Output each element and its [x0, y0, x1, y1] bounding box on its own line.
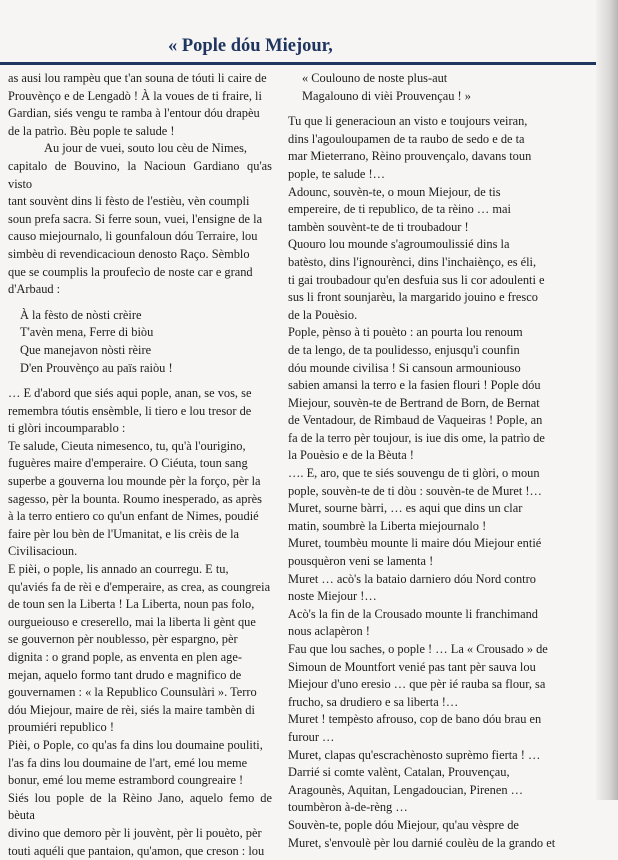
- text-line: empereire, de ti republico, de ta rèino … mai: [288, 202, 511, 217]
- text-line: superbe a gouverna lou mounde pèr la forço, pèr la: [8, 474, 261, 489]
- paragraph: [288, 641, 556, 711]
- text-line: divino que demoro pèr li jouvènt, pèr li pouèto, pèr: [8, 825, 262, 840]
- text-line: Quouro lou mounde s'agroumoulissié dins la: [288, 237, 510, 252]
- text-line: simbèu di revendicacioun denosto Raço. Sèmblo: [8, 246, 250, 261]
- text-line: tant souvènt dins li fèsto de l'estièu, vèn coumpli: [8, 194, 250, 209]
- paragraph: [288, 113, 556, 183]
- text-line: Muret, s'envoulè pèr lou darnié coulèu de la grando et: [288, 835, 556, 850]
- text-line: de Ventadour, de Rimbaud de Vaqueiras ! Pople, an: [288, 413, 543, 428]
- text-line: d'Arbaud :: [8, 282, 61, 297]
- text-line: fa de la terro pèr toujour, is iue dis ome, la patrìo de: [288, 430, 545, 445]
- intro-paragraph: [8, 70, 272, 140]
- poem-stanza: [8, 307, 272, 377]
- text-line: la Pouèsio e de la Bèuta !: [288, 448, 414, 463]
- paragraph: [8, 140, 272, 298]
- right-column: [288, 70, 556, 852]
- text-line: fuguères maire d'emperaire. O Ciéuta, toun sang: [8, 456, 248, 471]
- paragraph: [288, 817, 556, 852]
- paragraph: [288, 571, 556, 606]
- text-line: Fau que lou saches, o pople ! … La « Crousado » de: [288, 642, 548, 656]
- paragraph: [288, 465, 556, 535]
- text-line: qu'aviés fa de rèi e d'emperaire, as crea, as coungreia: [8, 579, 271, 594]
- title-rule: [0, 62, 596, 65]
- text-line: matin, soumbrè la Liberta miejournalo !: [288, 518, 487, 533]
- text-line: Miejour d'uno eresio … que pèr ié rauba sa flour, sa: [288, 677, 546, 692]
- text-line: ti glòri incoumparablo :: [8, 421, 126, 436]
- text-line: dins l'agouloupamen de ta raubo de sedo e de ta: [288, 131, 525, 146]
- text-line: dignita : o grand pople, as enventa en plen age-: [8, 650, 242, 664]
- text-line: soun prefa sacra. Si ferre soun, vuei, l'ensigne de la: [8, 211, 263, 226]
- text-line: Te salude, Cieuta nimesenco, tu, qu'à l'ourigino,: [8, 438, 246, 453]
- text-line: Tu que li generacioun an visto e toujours veiran,: [288, 114, 528, 129]
- text-line: ti gai troubadour qu'en desfuia sus li cor adoulenti e: [288, 272, 545, 287]
- text-line: gouvernamen : « la Republico Counsulàri ». Terro: [8, 685, 257, 700]
- text-line: Souvèn-te, pople dóu Miejour, qu'au vèspre de: [288, 817, 519, 832]
- text-line: Au jour de vuei, souto lou cèu de Nimes,: [44, 141, 248, 156]
- paragraph: [288, 747, 556, 817]
- poem-line: D'en Prouvènço au païs raiòu !: [20, 360, 173, 375]
- text-line: Civilisacioun.: [8, 544, 78, 559]
- paragraph: [8, 385, 272, 438]
- spacer: [288, 105, 556, 113]
- text-line: de ta lengo, de ta poulidesso, enjusqu'i counfin: [288, 342, 520, 357]
- text-line: toumbèron à-de-rèng …: [288, 800, 408, 815]
- paragraph: [288, 606, 556, 641]
- text-line: Darrié si comte valènt, Catalan, Prouvençau,: [288, 765, 510, 780]
- text-line: Prouvènço e de Lengadò ! À la voues de ti fraire, li: [8, 88, 262, 103]
- page-edge-shadow: [596, 0, 618, 800]
- text-line: dóu mounde civilisa ! Si cansoun armouniouso: [288, 360, 521, 375]
- text-line: Simoun de Mountfort venié pas tant pèr sauva lou: [288, 659, 536, 674]
- poem-line: T'avèn mena, Ferre di biòu: [20, 325, 154, 340]
- text-line: de toun sen la Liberta ! La Liberta, noun pas folo,: [8, 597, 255, 612]
- text-line: nous aclapèron !: [288, 624, 370, 639]
- text-line: frucho, sa drudiero e sa liberta !…: [288, 694, 459, 709]
- text-line: E pièi, o pople, lis annado an courregu. E tu,: [8, 562, 229, 577]
- poem-line: Magalouno di vièi Prouvençau ! »: [302, 88, 471, 103]
- text-line: furour …: [288, 729, 335, 744]
- paragraph: [288, 184, 556, 237]
- text-line: causo miejournalo, li gounfaloun dóu Terraire, lou: [8, 229, 258, 244]
- spacer: [8, 299, 272, 307]
- text-line: batèsto, dins l'ignourènci, dins l'inchaiènço, es éli,: [288, 254, 537, 269]
- text-line: Muret ! tempèsto afrouso, cop de bano dóu brau en: [288, 712, 542, 727]
- text-line: noste Miejour !…: [288, 589, 377, 604]
- paragraph: [288, 711, 556, 746]
- text-line: pousquèron veni se lamenta !: [288, 554, 434, 569]
- paragraph: [288, 535, 556, 570]
- text-line: l'as fa dins lou doumaine de l'art, emé lou meme: [8, 755, 248, 770]
- text-line: Muret, clapas qu'escrachènosto suprèmo fierta ! …: [288, 747, 541, 762]
- text-line: remembra tóutis ensèmble, li tiero e lou tresor de: [8, 403, 252, 418]
- text-line: touti aquéli que pantaion, qu'amon, que creson : lou: [8, 843, 265, 858]
- text-line: Muret … acò's la bataio darniero dóu Nord contro: [288, 571, 536, 586]
- text-line: …. E, aro, que te siés souvengu de ti glòri, o moun: [288, 466, 540, 481]
- text-line: Acò's la fin de la Crousado mounte li franchimand: [288, 606, 538, 621]
- text-line: sus li front sounjarèu, la margarido jouino e fresco: [288, 290, 538, 305]
- text-line: mejan, aquelo formo tant drudo e magnifico de: [8, 667, 242, 682]
- page-title: « Pople dóu Miejour,: [168, 36, 333, 56]
- text-line: as ausi lou rampèu que t'an souna de tóuti li caire de: [8, 71, 267, 85]
- left-column: [8, 70, 272, 860]
- title-band: [0, 0, 618, 78]
- text-line: Pièi, o Pople, co qu'as fa dins lou doumaine pouliti,: [8, 737, 263, 752]
- paragraph: [8, 737, 272, 790]
- paragraph: [288, 324, 556, 465]
- text-line: Muret, toumbèu mounte li maire dóu Miejour entié: [288, 536, 542, 551]
- text-line: Siés lou pople de la Rèino Jano, aquelo femo de bèuta: [8, 790, 272, 823]
- text-line: Miejour, souvèn-te de Bertrand de Born, de Bernat: [288, 395, 540, 410]
- text-line: capitalo de Bouvino, la Nacioun Gardiano qu'as visto: [8, 158, 272, 191]
- text-line: Muret, sourne bàrri, … es aqui que dins un clar: [288, 501, 523, 516]
- text-line: que se coumplis la proufecìo de noste car e grand: [8, 264, 253, 279]
- text-line: mar Mieterrano, Rèino prouvençalo, davans toun: [288, 149, 532, 164]
- text-line: proumiéri republico !: [8, 720, 114, 735]
- paragraph: [8, 790, 272, 860]
- text-line: ourgueiouso e creserello, mai la liberta li gènt que: [8, 614, 256, 629]
- spacer: [8, 377, 272, 385]
- text-line: Pople, pènso à ti pouèto : an pourta lou renoum: [288, 325, 523, 340]
- text-line: sagesso, pèr la bounta. Roumo inesperado, as après: [8, 491, 262, 506]
- text-line: de la Pouèsio.: [288, 307, 358, 322]
- text-line: se gouvernon pèr noublesso, pèr espargno, pèr: [8, 632, 238, 647]
- paragraph: [288, 236, 556, 324]
- text-line: bonur, emé lou meme estrambord coungreaire !: [8, 773, 244, 788]
- text-line: Gardian, siés vengu te ramba à l'entour dóu drapèu: [8, 106, 260, 121]
- text-line: faire pèr lou bèn de l'Umanitat, e lis crèis de la: [8, 526, 240, 541]
- text-line: tambèn souvènt-te de ti troubadour !: [288, 219, 469, 234]
- poem-line: « Coulouno de noste plus-aut: [302, 71, 448, 85]
- poem-stanza: [288, 70, 556, 105]
- text-line: sabien amansi la terro e la fasien flouri ! Pople dóu: [288, 378, 541, 393]
- text-line: dóu Miejour, maire de rèi, siés la maire tambèn di: [8, 702, 255, 717]
- paragraph: [8, 561, 272, 737]
- text-line: à la terro entiero co qu'un enfant de Nimes, poudié: [8, 509, 259, 524]
- text-line: pople, te salude !…: [288, 166, 386, 181]
- text-line: pople, souvèn-te de ti dòu : souvèn-te de Muret !…: [288, 483, 542, 498]
- paragraph: [8, 438, 272, 561]
- text-line: Adounc, souvèn-te, o moun Miejour, de tis: [288, 184, 501, 199]
- text-line: de la patrìo. Bèu pople te salude !: [8, 123, 175, 138]
- text-line: … E d'abord que siés aqui pople, anan, se vos, se: [8, 386, 252, 401]
- poem-line: Que manejavon nòsti rèire: [20, 342, 152, 357]
- text-line: Aragounès, Aquitan, Lengadoucian, Pirenen …: [288, 782, 524, 797]
- poem-line: À la fèsto de nòsti crèire: [20, 307, 142, 322]
